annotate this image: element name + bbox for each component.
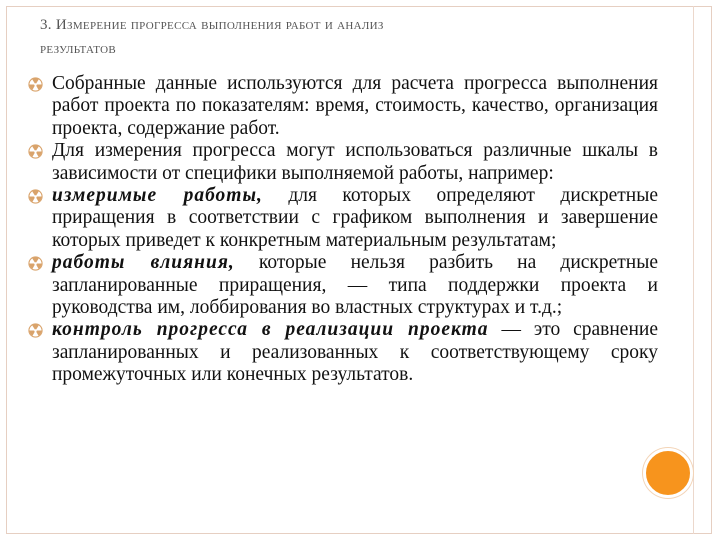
right-border-line [693,6,694,534]
bullet-item [28,252,658,319]
slide-title-line-2: результатов [40,41,117,57]
bullet-item [28,73,658,140]
bullet-item [28,140,658,185]
radiation-bullet-icon [28,256,43,271]
radiation-bullet-icon [28,323,43,338]
bullet-text: Собранные данные используются для расчета прогресса выполнения работ проекта по показателям: время, стоимость, качество, организация проекта, содержание работ. [52,73,658,139]
bullet-text: которые нельзя разбить на дискретные запланированные приращения, — типа поддержки проекта и руководства им, лоббирования во властных структурах и т.д.; [52,252,658,319]
bullet-text: — это сравнение запланированных и реализованных к соответствующему сроку промежуточных или конечных результатов. [52,319,658,386]
slide-title-line-1: 3. Измерение прогресса выполнения работ и анализ [40,17,384,33]
bullet-emphasis: контроль прогресса в реализации проекта [52,319,489,341]
orange-circle-decoration [643,448,693,498]
radiation-bullet-icon [28,144,43,159]
bullet-emphasis: работы влияния, [52,252,235,274]
radiation-bullet-icon [28,189,43,204]
bullet-emphasis: измеримые работы, [52,185,263,207]
slide-title [40,13,640,61]
bullet-text: для которых определяют дискретные приращения в соответствии с графиком выполнения и завершение которых приведет к конкретным материальным результатам; [52,185,659,251]
bullet-item [28,319,658,386]
radiation-bullet-icon [28,77,43,92]
bullet-item [28,185,658,252]
bullet-list [28,73,658,387]
bullet-text: Для измерения прогресса могут использоваться различные шкалы в зависимости от специфики выполняемой работы, например: [52,140,658,184]
